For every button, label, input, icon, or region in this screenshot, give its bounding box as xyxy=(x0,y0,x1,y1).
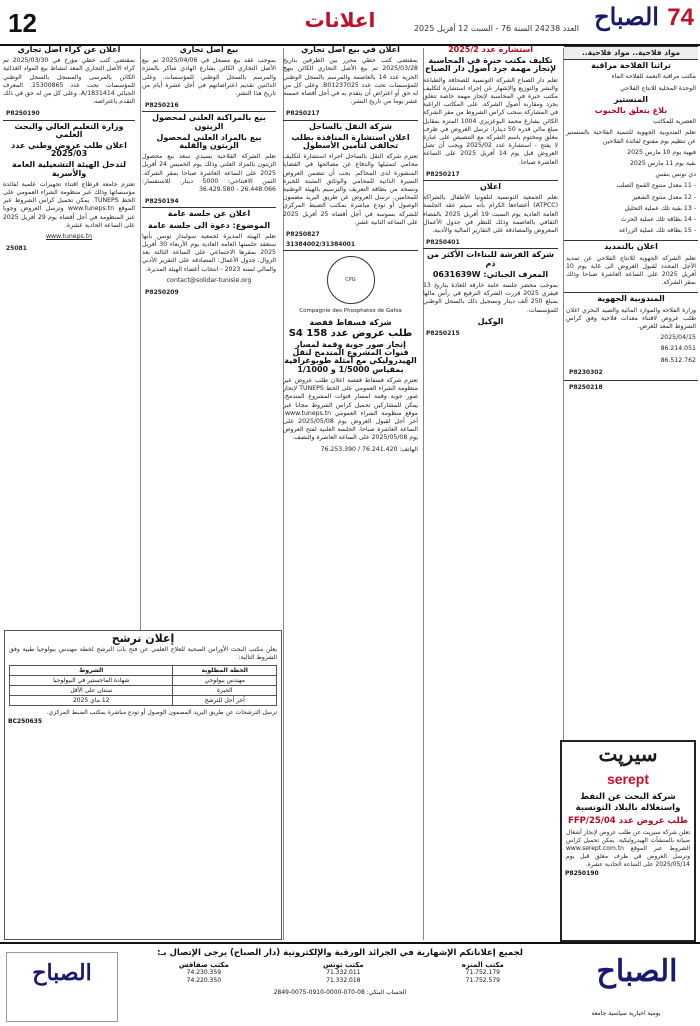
tender-title: اعلان طلب عروض وطني عدد 2025/03 xyxy=(11,141,127,159)
footer-brand: الصباح xyxy=(596,954,678,989)
masthead xyxy=(394,2,694,40)
agri-line-13: - 14 بطاقة تلك عملية الحرث xyxy=(620,216,696,224)
office-phone: 71.752.179 xyxy=(465,969,500,976)
footer-bank-note: الحساب البنكي: 08-070-0000-0910-0075-2849 xyxy=(273,989,407,996)
phosphate-ad xyxy=(283,250,418,453)
candidacy-table xyxy=(9,665,277,706)
agri-line-6: تعلم المندوبية الجهوية للتنمية الفلاحية بالمنستير عن تنظيم يوم مفتوح لفائدة الفلاحين xyxy=(566,129,696,145)
tender-ref: 25081 xyxy=(6,245,27,253)
candidacy-th-0: الخطة المطلوبة xyxy=(173,666,277,676)
agri-ad-1 xyxy=(564,60,698,240)
shop-sale-text: بموجب عقد بيع مسجل في 2025/04/06 تم بيع الأصل التجاري الكائن بشارع الهادي شاكر بالمنزه والمرسم بالسجل الوطني للمؤسسات. وعلى الدائنين تقديم اعتراضاتهم في أجل عشرة أيام من تاريخ هذا النشر. xyxy=(142,57,276,98)
agri-line-9: دي تونس بنفس xyxy=(655,171,696,179)
serept-ad xyxy=(560,740,696,942)
general-assembly-email: contact@solidar-tunisie.org xyxy=(166,276,252,284)
candidacy-cell: شهادة الماجستير في البيولوجيا xyxy=(10,676,173,686)
lease-ad xyxy=(3,46,135,120)
agri-ref-1: P8230302 xyxy=(569,368,603,376)
phosphate-logo-caption: Compagnie des Phosphates de Gafsa xyxy=(299,308,402,315)
phosphate-contact: الهاتف: 76.241.420 / 76.253.390 xyxy=(320,445,418,453)
agri-line-5: العصرية للمكاتب xyxy=(653,118,696,126)
agri-line-11: - 12 معدل منتوج الشعير xyxy=(632,193,696,201)
phosphate-logo: CPG xyxy=(327,256,375,304)
consultation-text: تعلم دار الصباح الشركة التونسية للصحافة والطباعة والنشر والتوزيع والإشهار عن إجراء استشارة لتكليف مكتب خبرة في المحاسبة لإنجاز مهمة خاصة تتعلق بجرد ومقاربة أصول الشركة. على المكاتب الراغبة في المشاركة سحب كراس الشروط من مقر الشركة الكائن بشارع محمد البوعزيزي 1004 المنزه بمقابل مبلغ مالي قدره 50 دينارا. ترسل العروض في ظرف مغلق ومختوم باسم الشركة مع التنصيص على عبارة لا يفتح - استشارة عدد 2025/02 ويجب أن تصل العروض قبل يوم 14 أفريل 2025 على الساعة العاشرة صباحا. xyxy=(423,76,558,166)
sale-text: بمقتضى كتب خطي محرر بين الطرفين بتاريخ 2025/03/28 تم بيع الأصل التجاري الكائن بنهج الحرية عدد 14 بالعاصمة والمرسم بالسجل الوطني للمؤسسات تحت عدد B01237025. وعلى كل من له حق أو اعتراض أن يتقدم به في أجل أقصاه خمسة عشر يوما من تاريخ النشر. xyxy=(283,57,418,106)
phosphate-subtitle: إنجاز صور جوية وقمة لمسار قنوات المشروع المندمج لنقل الهيدروليكي مع أمثلة طوبوغرافية بمقياس 1/5000 و 1/1000 xyxy=(284,340,417,374)
serept-ref: P8250190 xyxy=(565,870,599,877)
footer-title: لجميع إعلاناتكم الإشهارية في الجرائد الورقية والإلكترونية (دار الصباح) يرجى الإتصال بـ: xyxy=(157,948,523,958)
office-name: مكتب تونس xyxy=(322,961,364,969)
tender-org: وزارة التعليم العالي والبحث العلمي xyxy=(14,121,124,139)
footer-contacts xyxy=(130,948,550,996)
olive-text: تعلم الشركة الفلاحية بسيدي سعد بيع محصول الزيتون بالمزاد العلني وذلك يوم الخميس 24 أفريل 2025 على الساعة العاشرة صباحا بمقر الشركة. الثمن الافتتاحي: 5000 دينار. للاستفسار: 26.448.066 - 36.429.580 xyxy=(142,153,276,194)
office-name: مكتب المنزه xyxy=(461,961,504,969)
transport-title: شركة النقل بالساحل xyxy=(309,121,392,131)
logo-number: 74 xyxy=(667,4,694,31)
serept-logo xyxy=(562,742,694,790)
transport-ad xyxy=(283,120,418,251)
general-assembly-title: اعلان عن جلسة عامة xyxy=(167,209,251,219)
agri-ad3-title: المندوبية الجهوية xyxy=(597,294,665,304)
lease-text: بمقتضى كتب خطي مؤرخ في 2025/03/30 تم كراء الأصل التجاري المعد لنشاط بيع المواد الغذائية الكائن بالمرسى والمسجل بالسجل الوطني للمؤسسات تحت عدد 15300865. المعرف الجبائي 1831414/A. وعلى كل من له حق في ذلك التقدم باعتراضه. xyxy=(3,57,135,106)
agri-line-0: تراثنا الفلاحة مراقبة xyxy=(591,61,671,71)
phosphate-org: شركة فسفاط قفصة xyxy=(309,317,392,327)
serept-text: تعلن شركة سيرپت عن طلب عروض لإنجاز أشغال صيانة بالمنشآت الهيدروليكية. يمكن تحميل كراس الشروط عبر الموقع www.serept.com.tn وترسل العروض في ظرف مغلق قبل يوم 2025/05/14 على الساعة الحادية عشرة. xyxy=(566,829,690,868)
agri-date-1: 86.214.051 xyxy=(660,345,696,353)
assembly-text: تعلم الجمعية التونسية لتلفونيا الأطفال بالشراكة (ATPCC) أعضاءها الكرام بأنه سيتم عقد الجلسة العامة العادية يوم السبت 19 أفريل 2025 بالفضاء الثقافي بالعاصمة وذلك للنظر في جدول الأعمال المعروض والمصادقة على التقارير المالية والأدبية. xyxy=(423,194,558,235)
candidacy-th-1: الشروط xyxy=(10,666,173,676)
agri-ad2-text: تعلم الشركة الجهوية للانتاج الفلاحي عن تمديد الأجل المحدد لقبول العروض الى غاية يوم 10 أفريل 2025 على الساعة العاشرة صباحا وذلك بمقر الشركة. xyxy=(566,254,696,287)
consultation-subtitle: تكليف مكتب خبرة في المحاسبة لإنجاز مهمة جرد أصول دار الصباح xyxy=(424,56,557,74)
candidacy-ad xyxy=(4,630,282,940)
agri-date-2: 86.512.762 xyxy=(660,356,696,364)
agri-ad-4 xyxy=(564,380,698,395)
company-text: بموجب محضر جلسة عامة خارقة للعادة بتاريخ 13 فيفري 2025 قررت الشركة الترفيع في رأس مالها بمبلغ 250 ألف دينار وتسجيل ذلك بالسجل الوطني للمؤسسات. xyxy=(423,282,558,314)
agri-ad3-text: وزارة الفلاحة والموارد المائية والصيد البحري اعلان طلب عروض لاقتناء معدات فلاحية وفق كراس الشروط المعد للغرض. xyxy=(566,306,696,331)
serept-org: شركة البحث عن النفط واستغلاله بالبلاد التونسية xyxy=(575,792,681,813)
page-number: 12 xyxy=(8,8,37,38)
consultation-title: استشارة عدد 2025/2 xyxy=(448,46,533,54)
serept-title: طلب عروض عدد FFP/25/04 xyxy=(568,816,688,826)
serept-brand-latin: serept xyxy=(606,771,650,787)
general-assembly-subtitle: الموضوع: دعوة الى جلسة عامة xyxy=(147,220,271,230)
company-signature: الوكيل xyxy=(477,316,504,326)
agri-ref-2: P8250218 xyxy=(569,384,603,392)
transport-ref-1: P8250827 xyxy=(286,231,320,239)
olive-auction-ad xyxy=(142,111,276,207)
office-block xyxy=(416,961,550,985)
newspaper-logo xyxy=(584,2,694,38)
company-title: شركة الفرشة للبناءات الأكثر من ذم xyxy=(426,250,555,268)
sale-title: اعلان في بيع أصل تجاري xyxy=(301,46,400,54)
transport-ref-2: 31384002/31384001 xyxy=(286,241,355,249)
office-fax: 74.220.350 xyxy=(186,977,222,984)
consultation-ref: P8250217 xyxy=(426,170,460,178)
office-phone: 71.332.011 xyxy=(326,969,361,976)
agri-ad-3 xyxy=(564,292,698,380)
agri-date-0: 2025/04/15 xyxy=(660,334,696,342)
candidacy-ref: BC250635 xyxy=(8,718,43,725)
section-title: اعلانات xyxy=(304,8,376,32)
agri-line-1: مكتب مراقبة التعمد للفلاحة الماء xyxy=(611,73,696,81)
assembly-ad xyxy=(423,180,558,248)
phosphate-title: طلب عروض عدد 158 S4 xyxy=(288,327,413,339)
footer-left-brand: الصباح xyxy=(6,952,118,1022)
office-name: مكتب صفاقس xyxy=(178,961,229,969)
transport-subtitle: اعلان استشارة المنافذة بطلب تحالفي لتأمين الأسطول xyxy=(291,132,410,151)
candidacy-cell: الخبرة xyxy=(173,686,277,696)
shop-sale-title: بيع أصل تجاري xyxy=(179,46,239,54)
office-fax: 71.332.018 xyxy=(326,977,361,984)
lease-ref: P8250190 xyxy=(6,110,40,118)
agri-ad-2 xyxy=(564,240,698,292)
agri-line-14: - 15 بطاقة تلك عملية الزراعة xyxy=(618,227,696,235)
company-ad xyxy=(423,248,558,339)
footer-tagline: يومية اخبارية سياسية جامعة xyxy=(591,1010,661,1017)
serept-brand-ar: سيرپت xyxy=(598,744,658,766)
candidacy-intro: يعلن مكتب البحث الأوراس الصحية للعلاج العلمي عن فتح باب الترشح لخطة مهندس بيولوجيا طبية وفق الشروط التالية: xyxy=(9,646,277,661)
shop-sale-ad xyxy=(142,46,276,111)
candidacy-cell: 12 ماي 2025 xyxy=(10,696,173,706)
candidacy-title: إعلان ترشح xyxy=(111,632,175,645)
office-block xyxy=(137,961,271,985)
agri-line-3: المنستير xyxy=(613,94,649,104)
shop-sale-ref: P8250216 xyxy=(145,102,179,110)
office-block xyxy=(276,961,410,985)
agri-line-7: فبهية يوم 10 مارس 2025 xyxy=(627,148,696,156)
olive-title: بيع بالمراكنة العلني لمحصول الزيتون xyxy=(152,113,266,131)
office-phone: 74.230.359 xyxy=(186,969,222,976)
general-assembly-ad xyxy=(142,207,276,298)
agri-line-2: الوحدة المحلية للانتاج الفلاحي xyxy=(620,84,696,92)
tender-ad xyxy=(3,120,135,255)
sale-ref: P8250217 xyxy=(286,110,320,118)
sale-ad xyxy=(283,46,418,120)
assembly-ref: P8250401 xyxy=(426,239,460,247)
tender-url[interactable]: www.tuneps.tn xyxy=(45,233,93,241)
company-ref: P8250215 xyxy=(426,330,460,338)
agri-line-12: - 13 بقية تلك عملية التحليل xyxy=(624,204,696,212)
tender-subtitle: لتدخل الهيئة التشغيلية العامة والأسرية xyxy=(12,160,126,178)
column-2 xyxy=(423,46,558,942)
company-subtitle: المعرف الجبائي: 0631639W xyxy=(432,269,549,279)
assembly-title: اعلان xyxy=(479,182,502,192)
phosphate-text: تعتزم شركة فسفاط قفصة اعلان طلب عروض عبر منظومة الشراء العمومي على الخط TUNEPS لإنجاز صور جوية وقمة لمسار قنوات المشروع المندمج. يمكن للمشاركين تحميل كراس الشروط مجانا عبر موقع منظومة الشراء العمومي www.tuneps.tn. آخر أجل لقبول العروض يوم 2025/05/08 على الساعة العاشرة صباحا. الجلسة العلنية لفتح العروض يوم 2025/05/08 على الساعة العاشرة والنصف. xyxy=(283,376,418,442)
page-header xyxy=(0,0,700,46)
general-assembly-ref: P8250209 xyxy=(145,289,179,297)
transport-text: تعتزم شركة النقل بالساحل اجراء استشارة لتكليف محامي لتمثيلها والدفاع عن مصالحها في القضايا المنشورة لدى المحاكم. يجب أن تتضمن العروض السيرة الذاتية للمحامي والوثائق المثبتة للخبرة ونسخة من بطاقة التعريف والترسيم بالهيئة الوطنية للمحامين. ترسل العروض عن طريق البريد مضمون الوصول أو تودع مباشرة بمكتب الضبط المركزي للشركة بسوسة في أجل أقصاه 25 أفريل 2025 على الساعة الثانية عشر. xyxy=(283,153,418,226)
table-row xyxy=(10,676,277,686)
agri-ad2-title: اعلان بالتمديد xyxy=(604,242,658,252)
consultation-ad xyxy=(423,46,558,180)
agri-line-8: بقية يوم 11 مارس 2025 xyxy=(629,160,696,168)
column-3 xyxy=(283,46,418,942)
agri-line-4: بلاغ يتعلق بالحبوب xyxy=(594,106,668,116)
agri-line-10: - 11 معدل منتوج القمح الصلب xyxy=(616,182,696,190)
table-row xyxy=(10,696,277,706)
agri-heading: مواد فلاحية.. مواد فلاحية.. xyxy=(564,46,698,60)
logo-name: الصباح xyxy=(594,2,659,31)
olive-ref: P8250194 xyxy=(145,198,179,206)
page-footer xyxy=(0,942,700,1026)
table-row xyxy=(10,686,277,696)
lease-title: اعلان عن كراء أصل تجاري xyxy=(17,46,121,54)
candidacy-cell: مهندس بيولوجي xyxy=(173,676,277,686)
candidacy-outro: ترسل الترشحات عن طريق البريد المضمون الوصول أو تودع مباشرة بمكتب الضبط المركزي. xyxy=(46,709,277,716)
candidacy-cell: آخر أجل للترشح xyxy=(173,696,277,706)
candidacy-cell: سنتان على الأقل xyxy=(10,686,173,696)
general-assembly-text: تعلم الهيئة المديرة لجمعية سوليدار تونس بأنها ستعقد جلستها العامة العادية يوم الأربعاء 30 أفريل 2025 بمقرها الاجتماعي على الساعة الثالثة بعد الزوال. جدول الأعمال: المصادقة على التقرير الأدبي والمالي لسنة 2023 - انتخاب أعضاء الهيئة المديرة. xyxy=(142,232,276,273)
issue-line: العدد 24238 السنة 76 - السبت 12 أفريل 2025 xyxy=(413,24,579,33)
tender-text: تعتزم جامعة قرطاج اقتناء تجهيزات علمية لفائدة مؤسساتها وذلك عبر منظومة الشراء العمومي على الخط TUNEPS. يمكن تحميل كراس الشروط عبر الموقع www.tuneps.tn وترسل العروض وجوبا عبر المنظومة في أجل أقصاه يوم 29 أفريل 2025 على الساعة الحادية عشرة. xyxy=(3,180,135,229)
office-fax: 71.752.579 xyxy=(465,977,500,984)
olive-subtitle: بيع بالمزاد العلني لمحصول الزيتون والقلية xyxy=(156,132,262,151)
